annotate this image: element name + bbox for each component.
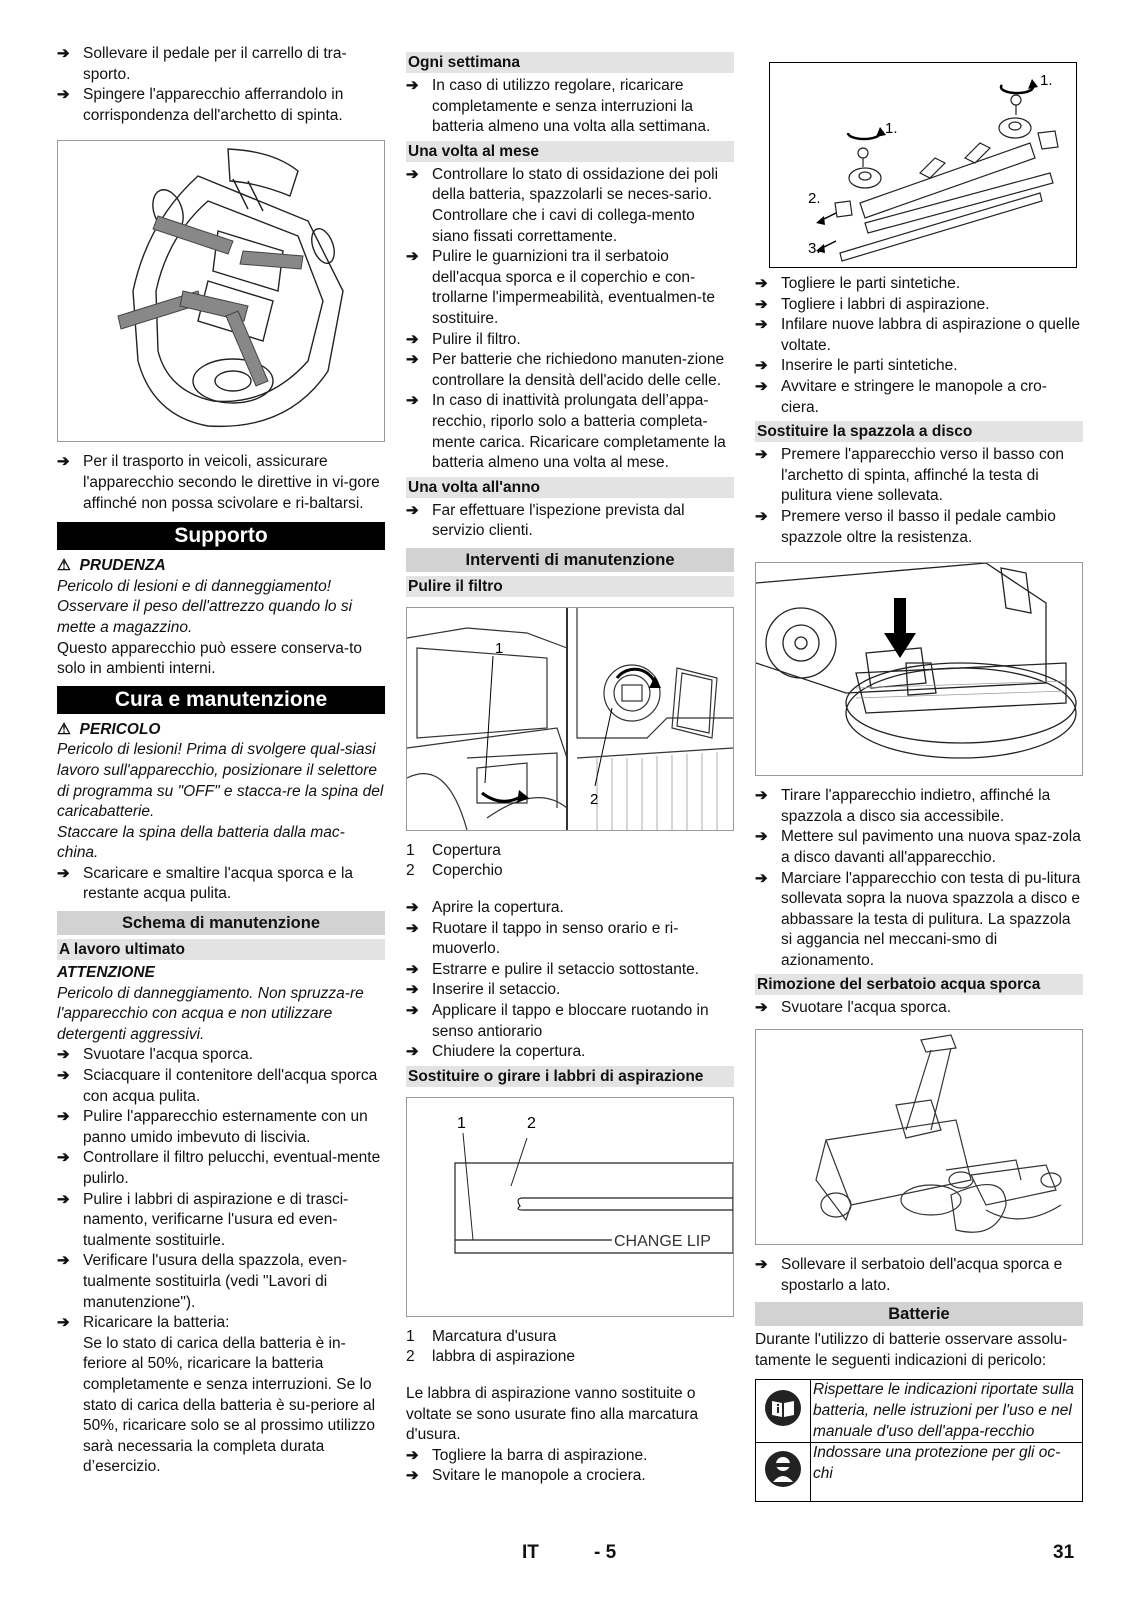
list-item: ➔ Svitare le manopole a crociera.	[406, 1466, 734, 1487]
arrow-right-icon: ➔	[57, 45, 70, 62]
table-cell-text: Indossare una protezione per gli oc-chi	[811, 1443, 1083, 1502]
arrow-right-icon: ➔	[406, 1467, 419, 1485]
list-item: ➔ Svuotare l'acqua sporca.	[755, 998, 1083, 1019]
list-item: ➔ Pulire l'apparecchio esternamente con un panno umido imbevuto di liscivia.	[57, 1107, 385, 1148]
arrow-right-icon: ➔	[406, 392, 419, 410]
subheading-labbri: Sostituire o girare i labbri di aspirazione	[406, 1066, 734, 1087]
arrow-right-icon: ➔	[755, 1256, 768, 1274]
list-item: ➔ Sollevare il pedale per il carrello di tra-sporto.	[57, 44, 385, 85]
section-heading-cura: Cura e manutenzione	[57, 686, 385, 714]
figure-label-3: 3.	[808, 240, 821, 257]
battery-warning-table	[755, 1379, 1083, 1502]
arrow-right-icon: ➔	[406, 981, 419, 999]
list-item: ➔ In caso di utilizzo regolare, ricaricare completamente e senza interruzioni la batteria almeno una volta alla settimana.	[406, 76, 734, 138]
list-item: ➔ Mettere sul pavimento una nuova spaz-zola a disco davanti all'apparecchio.	[755, 827, 1083, 868]
arrow-right-icon: ➔	[57, 1046, 70, 1064]
list-item: ➔ Pulire i labbri di aspirazione e di trasci-namento, verificarne l'usura ed even-tualmente sostituirle.	[57, 1190, 385, 1252]
list-item: ➔ Infilare nuove labbra di aspirazione o quelle voltate.	[755, 315, 1083, 356]
subheading-pulire-il-filtro: Pulire il filtro	[406, 576, 734, 597]
subheading-una-volta-al-mese: Una volta al mese	[406, 141, 734, 162]
change-lip-figure	[406, 1097, 734, 1317]
figure-label-2: 2	[527, 1114, 536, 1132]
legend-item: 2 labbra di aspirazione	[406, 1348, 576, 1366]
list-item: ➔ Verificare l'usura della spazzola, even-tualmente sostituirla (vedi "Lavori di manutenzione").	[57, 1251, 385, 1313]
arrow-right-icon: ➔	[406, 351, 419, 369]
column-1	[57, 44, 385, 1478]
list-item: ➔ Premere verso il basso il pedale cambio spazzole oltre la resistenza.	[755, 507, 1083, 548]
list-item: ➔ Ricaricare la batteria: Se lo stato di carica della batteria è in-feriore al 50%, ricaricare la batteria completamente e senza interruzioni. Se lo stato di carica della batteria è su-periore al 50%, ricaricare solo se al prossimo utilizzo sarà necessaria la completa durata d’esercizio.	[57, 1313, 385, 1478]
eye-protection-icon	[756, 1443, 811, 1502]
list-item: ➔ Pulire il filtro.	[406, 330, 734, 351]
figure-label-2: 2	[590, 790, 599, 808]
list-item: ➔ Svuotare l'acqua sporca.	[57, 1045, 385, 1066]
brush-pedal-figure	[755, 562, 1083, 776]
arrow-right-icon: ➔	[755, 999, 768, 1017]
list-item: ➔ Avvitare e stringere le manopole a cro-ciera.	[755, 377, 1083, 418]
legend-item: 1 Copertura	[406, 841, 501, 859]
list-item: ➔ In caso di inattività prolungata dell’appa-recchio, riporlo solo a batteria completa-mente carica. Ricaricare completamente la batteria almeno una volta al mese.	[406, 391, 734, 473]
arrow-right-icon: ➔	[755, 787, 768, 805]
arrow-right-icon: ➔	[57, 453, 70, 471]
arrow-right-icon: ➔	[406, 165, 419, 183]
arrow-right-icon: ➔	[755, 377, 768, 395]
arrow-right-icon: ➔	[57, 86, 70, 104]
warning-text: Pericolo di lesioni e di danneggiamento! Osservare il peso dell'attrezzo quando lo si mette a magazzino.	[57, 577, 353, 636]
list-item: ➔ Controllare il filtro pelucchi, eventual-mente pulirlo.	[57, 1148, 385, 1189]
change-lip-mark: CHANGE LIP	[614, 1232, 711, 1250]
section-heading-batterie: Batterie	[755, 1302, 1083, 1326]
warning-triangle-icon: ⚠	[57, 720, 71, 738]
arrow-right-icon: ➔	[57, 1108, 70, 1126]
suction-bar-figure	[769, 62, 1077, 268]
filter-figure	[406, 607, 734, 831]
arrow-right-icon: ➔	[406, 1446, 419, 1464]
arrow-right-icon: ➔	[406, 501, 419, 519]
body-text: Questo apparecchio può essere conserva-to solo in ambienti interni.	[57, 639, 363, 678]
arrow-right-icon: ➔	[57, 1252, 70, 1270]
list-item: ➔ Pulire le guarnizioni tra il serbatoio dell'acqua sporca e il coperchio e con-trollarne l'impermeabilità, eventualmen-te sostituire.	[406, 247, 734, 329]
arrow-right-icon: ➔	[57, 1190, 70, 1208]
table-cell-text: Rispettare le indicazioni riportate sulla batteria, nelle istruzioni per l'uso e nel manuale d'uso dell'appa-recchio	[811, 1380, 1083, 1443]
list-item: ➔ Applicare il tappo e bloccare ruotando in senso antiorario	[406, 1001, 734, 1042]
arrow-right-icon: ➔	[755, 507, 768, 525]
list-item: ➔ Togliere la barra di aspirazione.	[406, 1446, 734, 1467]
legend-item: 2 Coperchio	[406, 862, 503, 880]
figure-label-1: 1	[457, 1114, 466, 1132]
subheading-ogni-settimana: Ogni settimana	[406, 52, 734, 73]
section-heading-supporto: Supporto	[57, 522, 385, 550]
subheading-rimozione-serbatoio: Rimozione del serbatoio acqua sporca	[755, 974, 1083, 995]
list-item: ➔ Aprire la copertura.	[406, 898, 734, 919]
warning-label: ⚠ PRUDENZA	[57, 557, 166, 575]
list-item: ➔ Togliere i labbri di aspirazione.	[755, 295, 1083, 316]
list-item: ➔ Estrarre e pulire il setaccio sottostante.	[406, 960, 734, 981]
arrow-right-icon: ➔	[406, 919, 419, 937]
table-row	[756, 1380, 1083, 1443]
arrow-right-icon: ➔	[406, 899, 419, 917]
arrow-right-icon: ➔	[755, 295, 768, 313]
figure-label-1: 1	[495, 639, 504, 657]
section-heading-interventi: Interventi di manutenzione	[406, 548, 734, 572]
arrow-right-icon: ➔	[406, 330, 419, 348]
arrow-right-icon: ➔	[406, 77, 419, 94]
list-item: ➔ Per batterie che richiedono manuten-zione controllare la densità dell'acido delle celle.	[406, 350, 734, 391]
figure-label-2: 2.	[808, 190, 821, 207]
column-2	[406, 52, 734, 1487]
footer-page-small: - 5	[594, 1542, 617, 1563]
list-item: ➔ Marciare l'apparecchio con testa di pu-litura sollevata sopra la nuova spazzola a disco e abbassare la testa di pulitura. La spazzola si aggancia nel meccani-smo di azionamento.	[755, 869, 1083, 972]
subheading-una-volta-all-anno: Una volta all'anno	[406, 477, 734, 498]
list-item: ➔ Spingere l'apparecchio afferrandolo in corrispondenza dell'archetto di spinta.	[57, 85, 385, 126]
arrow-right-icon: ➔	[755, 446, 768, 464]
list-item: ➔ Ruotare il tappo in senso orario e ri-muoverlo.	[406, 919, 734, 960]
list-item: ➔ Per il trasporto in veicoli, assicurare l'apparecchio secondo le direttive in vi-gore affinché non possa scivolare e ri-baltarsi.	[57, 452, 385, 514]
list-item: ➔ Premere l'apparecchio verso il basso con l'archetto di spinta, affinché la testa di pulitura viene sollevata.	[755, 445, 1083, 507]
arrow-right-icon: ➔	[57, 1067, 70, 1085]
arrow-right-icon: ➔	[57, 1149, 70, 1167]
footer-language: IT	[522, 1542, 539, 1563]
arrow-right-icon: ➔	[57, 864, 70, 882]
column-3	[755, 62, 1083, 1502]
arrow-right-icon: ➔	[406, 1043, 419, 1061]
arrow-right-icon: ➔	[755, 828, 768, 846]
footer-page-number: 31	[1053, 1542, 1075, 1563]
attention-label: ATTENZIONE	[57, 964, 155, 982]
list-item: ➔ Sollevare il serbatoio dell'acqua sporca e spostarlo a lato.	[755, 1255, 1083, 1296]
list-item: ➔ Togliere le parti sintetiche.	[755, 274, 1083, 295]
danger-text-2: Staccare la spina della batteria dalla mac-china.	[57, 823, 345, 862]
tank-removal-figure	[755, 1029, 1083, 1245]
legend-item: 1 Marcatura d'usura	[406, 1327, 557, 1345]
subheading-sostituire-spazzola: Sostituire la spazzola a disco	[755, 421, 1083, 442]
body-text: Durante l'utilizzo di batterie osservare assolu-tamente le seguenti indicazioni di pericolo:	[755, 1331, 1068, 1369]
list-item: ➔ Scaricare e smaltire l'acqua sporca e la restante acqua pulita.	[57, 864, 385, 905]
warning-triangle-icon: ⚠	[57, 557, 71, 575]
transport-strap-figure	[57, 140, 385, 442]
list-item: ➔ Inserire le parti sintetiche.	[755, 356, 1083, 377]
list-item: ➔ Tirare l'apparecchio indietro, affinché la spazzola a disco sia accessibile.	[755, 786, 1083, 827]
danger-text: Pericolo di lesioni! Prima di svolgere qual-siasi lavoro sull'apparecchio, posizionare il selettore di programma su "OFF" e stacca-re la spina del caricabatterie.	[57, 741, 384, 821]
list-item: ➔ Chiudere la copertura.	[406, 1042, 734, 1063]
arrow-right-icon: ➔	[755, 316, 768, 334]
arrow-right-icon: ➔	[755, 275, 768, 292]
arrow-right-icon: ➔	[755, 869, 768, 887]
arrow-right-icon: ➔	[57, 1314, 70, 1332]
danger-label: ⚠ PERICOLO	[57, 720, 161, 738]
figure-label-1b: 1.	[1040, 72, 1053, 89]
manual-icon	[756, 1380, 811, 1443]
figure-label-1a: 1.	[885, 120, 898, 137]
list-item: ➔ Sciacquare il contenitore dell'acqua sporca con acqua pulita.	[57, 1066, 385, 1107]
body-text: Le labbra di aspirazione vanno sostituite o voltate se sono usurate fino alla marcatura d'usura.	[406, 1385, 699, 1444]
arrow-right-icon: ➔	[406, 960, 419, 978]
arrow-right-icon: ➔	[406, 1002, 419, 1020]
subheading-a-lavoro-ultimato: A lavoro ultimato	[57, 939, 385, 960]
arrow-right-icon: ➔	[755, 357, 768, 375]
list-item: ➔ Inserire il setaccio.	[406, 980, 734, 1001]
table-row	[756, 1443, 1083, 1502]
attention-text: Pericolo di danneggiamento. Non spruzza-re l'apparecchio con acqua e non utilizzare detergenti aggressivi.	[57, 984, 364, 1043]
list-item: ➔ Far effettuare l'ispezione prevista dal servizio clienti.	[406, 501, 734, 542]
arrow-right-icon: ➔	[406, 248, 419, 266]
list-item: ➔ Controllare lo stato di ossidazione dei poli della batteria, spazzolarli se neces-sario. Controllare che i cavi di collega-mento siano fissati correttamente.	[406, 165, 734, 247]
section-heading-schema: Schema di manutenzione	[57, 911, 385, 935]
